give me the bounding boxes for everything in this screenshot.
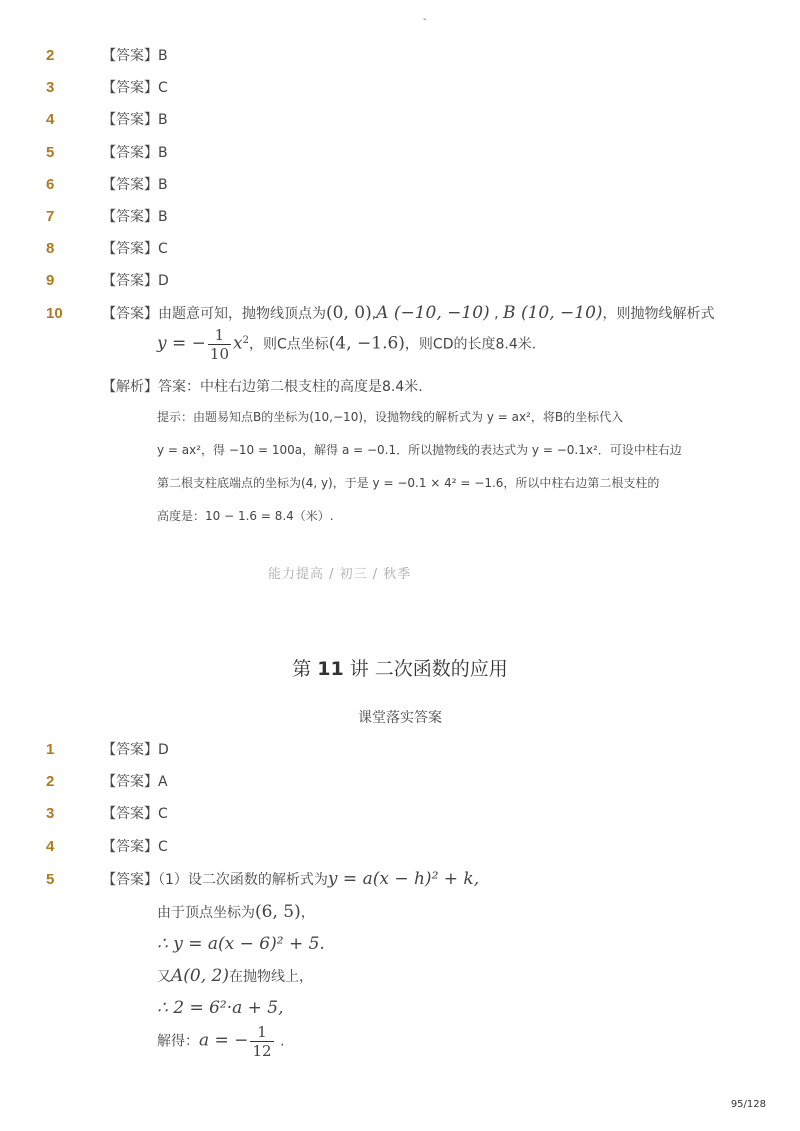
answer-label: 【答案】 xyxy=(102,872,158,888)
analysis-label: 【解析】 xyxy=(102,379,158,395)
answer-value: A xyxy=(158,774,168,791)
answer-value: B xyxy=(158,209,168,225)
answer-row xyxy=(102,45,168,65)
answer-value: B xyxy=(158,176,168,193)
answer-label: 【答案】 xyxy=(102,806,158,823)
question-number: 10 xyxy=(46,305,63,322)
question-number: 5 xyxy=(46,143,55,161)
answer-value: D xyxy=(158,273,169,290)
explain-line: y = ax²，得 −10 = 100a，解得 a = −0.1．所以抛物线的表达式为 y = −0.1x²．可设中柱右边 xyxy=(157,443,682,457)
fraction: $\frac{1}{10}$ xyxy=(209,326,229,363)
answer-value: B xyxy=(158,112,168,129)
answer-row xyxy=(102,109,168,129)
answer-row xyxy=(102,142,168,162)
explain-line: 提示：由题易知点B的坐标为(10,−10)，设抛物线的解析式为 y = ax²，将B的坐标代入 xyxy=(157,410,624,424)
answer-row xyxy=(102,270,169,290)
page-number: 95/128 xyxy=(730,1099,766,1110)
answer-label: 【答案】 xyxy=(102,774,158,791)
answer-label: 【答案】 xyxy=(102,144,158,161)
answer-label: 【答案】 xyxy=(102,273,158,290)
answer-row xyxy=(102,739,169,759)
math-point-b: B (10, −10) xyxy=(503,303,603,323)
question-number: 2 xyxy=(46,47,55,64)
q10-answer-line2: y = − $\frac{1}{10}$ $x^2$，则C点坐标(4, −1.6)，则CD的长度8.4米. xyxy=(157,326,537,363)
answer-row xyxy=(102,174,168,194)
q5-line4: 又A(0, 2)在抛物线上， xyxy=(157,966,313,986)
answer-label: 【答案】 xyxy=(102,176,158,193)
answer-value: D xyxy=(158,742,169,758)
explain-line: 高度是：10 − 1.6 = 8.4（米）. xyxy=(157,509,334,523)
breadcrumb: 能力提高 / 初三 / 秋季 xyxy=(268,567,412,582)
answer-value: C xyxy=(158,241,168,258)
answer-value: C xyxy=(158,80,168,97)
question-number: 2 xyxy=(46,773,55,791)
answer-row xyxy=(102,803,168,823)
q10-analysis-head: 【解析】答案：中柱右边第二根支柱的高度是8.4米. xyxy=(102,379,423,395)
question-number: 3 xyxy=(46,79,55,97)
answer-label: 【答案】 xyxy=(102,112,158,129)
question-number: 9 xyxy=(46,272,55,290)
question-number: 6 xyxy=(46,175,55,193)
fraction: $\frac{1}{12}$ xyxy=(252,1023,272,1060)
answer-row xyxy=(102,206,168,226)
q5-line3: ∴ y = a(x − 6)² + 5. xyxy=(157,934,325,954)
question-number: 3 xyxy=(46,805,55,823)
top-mark: - xyxy=(423,14,427,25)
answer-label: 【答案】 xyxy=(102,306,158,322)
answer-value: C xyxy=(158,806,168,823)
question-number: 1 xyxy=(46,741,55,758)
explain-line: 第二根支柱底端点的坐标为(4, y)，于是 y = −0.1 × 4² = −1.6，所以中柱右边第二根支柱的 xyxy=(157,476,660,490)
math-vertex: (0, 0) xyxy=(326,303,372,323)
answer-label: 【答案】 xyxy=(102,838,158,855)
answer-value: B xyxy=(158,144,168,161)
answer-value: B xyxy=(158,48,168,64)
answer-row xyxy=(102,836,168,856)
question-number: 8 xyxy=(46,240,55,258)
answer-label: 【答案】 xyxy=(102,48,158,64)
answer-row xyxy=(102,77,168,97)
q10-answer-line1: 【答案】由题意可知，抛物线顶点为(0, 0),A (−10, −10) , B (10, −10)，则抛物线解析式 xyxy=(102,303,715,323)
q5-line1: 【答案】（1）设二次函数的解析式为y = a(x − h)² + k, xyxy=(102,869,480,889)
answer-label: 【答案】 xyxy=(102,241,158,258)
q5-line6: 解得：a = − $\frac{1}{12}$ . xyxy=(157,1023,285,1060)
answer-label: 【答案】 xyxy=(102,209,158,225)
q5-line2: 由于顶点坐标为(6, 5)， xyxy=(157,902,315,922)
answer-label: 【答案】 xyxy=(102,742,158,758)
answer-row xyxy=(102,771,168,791)
question-number: 4 xyxy=(46,837,55,855)
question-number: 7 xyxy=(46,208,55,225)
question-number: 5 xyxy=(46,871,55,888)
answer-label: 【答案】 xyxy=(102,80,158,97)
chapter-title: 第 11 讲 二次函数的应用 xyxy=(292,658,508,680)
answer-value: C xyxy=(158,838,168,855)
math-point-c: (4, −1.6) xyxy=(328,333,405,354)
answer-row xyxy=(102,238,168,258)
question-number: 4 xyxy=(46,111,55,129)
math-point-a: A (−10, −10) xyxy=(376,303,490,323)
q5-line5: ∴ 2 = 6²·a + 5, xyxy=(157,998,284,1018)
section-subtitle: 课堂落实答案 xyxy=(358,710,442,726)
